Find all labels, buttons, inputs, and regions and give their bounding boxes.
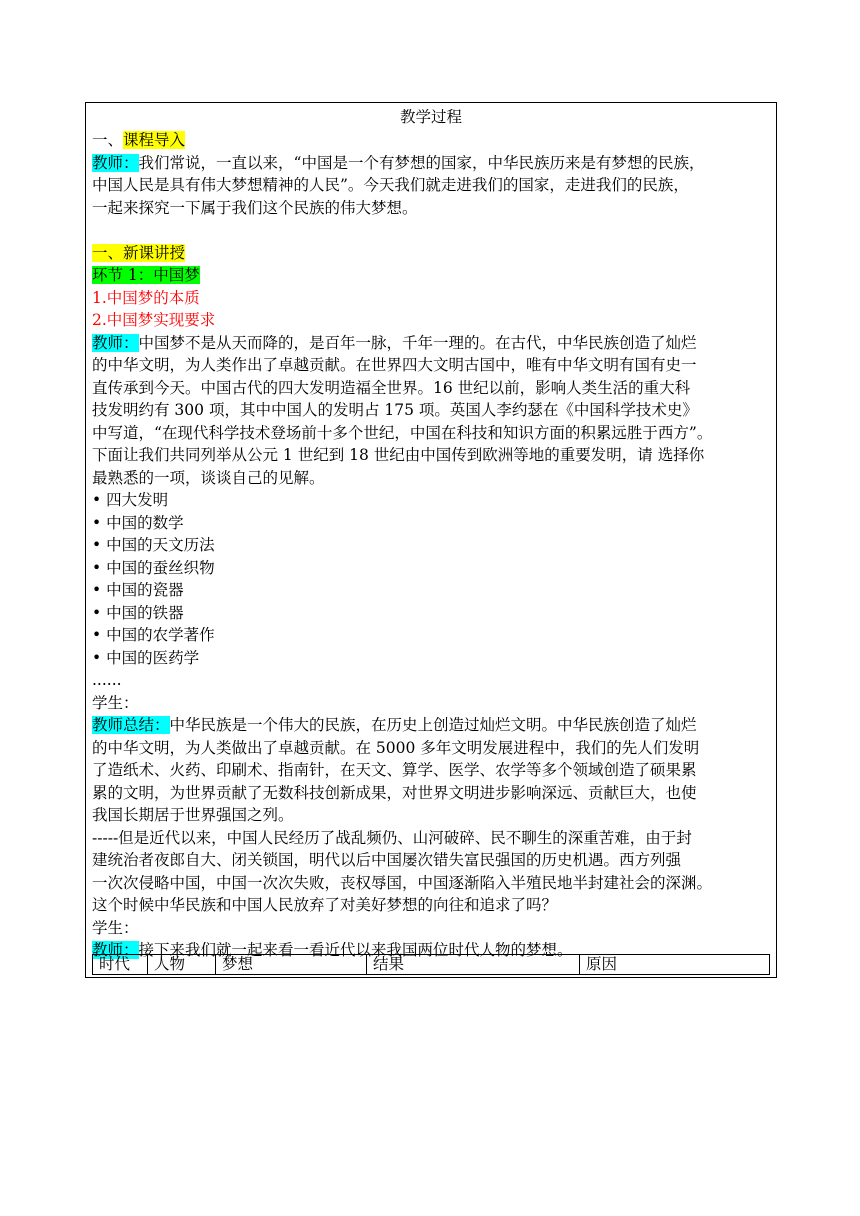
teacher-paragraph — [92, 332, 770, 490]
list-item: • 中国的医药学 — [92, 648, 200, 667]
table-header-cell: 结果 — [367, 955, 580, 975]
list-item: • 中国的数学 — [92, 513, 184, 532]
intro-line: 我们常说，一直以来，“中国是一个有梦想的国家，中华民族历来是有梦想的民族， — [138, 153, 705, 172]
list-item: • 中国的农学著作 — [92, 626, 215, 644]
student-label: 学生： — [92, 693, 139, 712]
intro-heading-prefix: 一、 — [92, 131, 124, 149]
list-item: • 中国的蚕丝织物 — [92, 558, 215, 577]
intro-paragraph — [92, 152, 770, 220]
list-item: • 中国的铁器 — [92, 603, 184, 622]
link-label: 环节 1：中国梦 — [92, 266, 200, 284]
lesson-content — [92, 105, 770, 962]
summary-line: 了造纸术、火药、印刷术、指南针，在天文、算学、医学、农学等多个领域创造了硕果累 — [92, 761, 697, 779]
teacher-line: 技发明约有 300 项，其中中国人的发明占 175 项。英国人李约瑟在《中国科学技术史》 — [92, 401, 698, 419]
point-item: 2.中国梦实现要求 — [92, 311, 216, 329]
figures-table — [92, 954, 770, 975]
intro-heading-text: 课程导入 — [123, 131, 186, 149]
invention-list — [92, 489, 770, 669]
table-header-cell: 人物 — [148, 955, 216, 975]
modern-line: -----但是近代以来，中国人民经历了战乱频仍、山河破碎、民不聊生的深重苦难，由于封 — [92, 828, 692, 847]
modern-line: 这个时候中华民族和中国人民放弃了对美好梦想的向往和追求了吗？ — [92, 896, 558, 914]
spacer — [92, 219, 770, 242]
teacher-line: 最熟悉的一项，谈谈自己的见解。 — [92, 468, 325, 487]
teacher-line: 直传承到今天。中国古代的四大发明造福全世界。16 世纪以前，影响人类生活的重大科 — [92, 378, 691, 397]
teacher-label: 教师： — [92, 153, 139, 172]
teacher-label: 教师： — [92, 941, 139, 959]
table-header-row — [93, 955, 770, 975]
summary-line: 的中华文明，为人类做出了卓越贡献。在 5000 多年文明发展进程中，我们的先人们发明 — [92, 738, 700, 757]
intro-heading — [92, 129, 770, 152]
intro-line: 一起来探究一下属于我们这个民族的伟大梦想。 — [92, 198, 418, 217]
summary-line: 累的文明，为世界贡献了无数科技创新成果，对世界文明进步影响深远、贡献巨大，也使 — [92, 783, 697, 802]
teacher-label: 教师： — [92, 333, 139, 352]
summary-label: 教师总结： — [92, 716, 170, 734]
table-header-cell: 原因 — [580, 955, 770, 975]
summary-line: 我国长期居于世界强国之列。 — [92, 806, 294, 824]
teacher-line: 中国梦不是从天而降的，是百年一脉，千年一理的。在古代，中华民族创造了灿烂 — [138, 333, 697, 352]
table-header-cell: 梦想 — [216, 955, 367, 975]
section-title: 教学过程 — [399, 108, 462, 126]
student-label: 学生： — [92, 918, 139, 937]
list-item: • 中国的天文历法 — [92, 536, 215, 554]
teacher-line: 中写道，“在现代科学技术登场前十多个世纪，中国在科技和知识方面的积累远胜于西方”。 — [92, 423, 713, 442]
list-item: • 中国的瓷器 — [92, 581, 184, 599]
teacher-line: 下面让我们共同列举从公元 1 世纪到 18 世纪由中国传到欧洲等地的重要发明，请 选择你 — [92, 446, 705, 464]
new-lesson-heading-text: 一、新课讲授 — [92, 243, 186, 262]
table-header-cell: 时代 — [93, 955, 148, 975]
summary-line: 中华民族是一个伟大的民族，在历史上创造过灿烂文明。中华民族创造了灿烂 — [169, 716, 697, 734]
link-heading — [92, 264, 770, 287]
intro-line: 中国人民是具有伟大梦想精神的人民”。今天我们就走进我们的国家，走进我们的民族， — [92, 176, 689, 194]
point-item: 1.中国梦的本质 — [92, 288, 200, 307]
teacher-line: 的中华文明，为人类作出了卓越贡献。在世界四大文明古国中，唯有中华文明有国有史一 — [92, 356, 697, 374]
new-lesson-heading — [92, 242, 770, 265]
lesson-table-cell — [85, 102, 777, 978]
ellipsis: ...... — [92, 671, 122, 689]
modern-line: 建统治者夜郎自大、闭关锁国，明代以后中国屡次错失富民强国的历史机遇。西方列强 — [92, 851, 682, 869]
summary-paragraph — [92, 714, 770, 827]
modern-paragraph — [92, 827, 770, 917]
modern-line: 一次次侵略中国，中国一次次失败，丧权辱国，中国逐渐陷入半殖民地半封建社会的深渊。 — [92, 873, 713, 892]
list-item: • 四大发明 — [92, 491, 169, 509]
teacher-line: 接下来我们就一起来看一看近代以来我国两位时代人物的梦想。 — [138, 941, 573, 959]
